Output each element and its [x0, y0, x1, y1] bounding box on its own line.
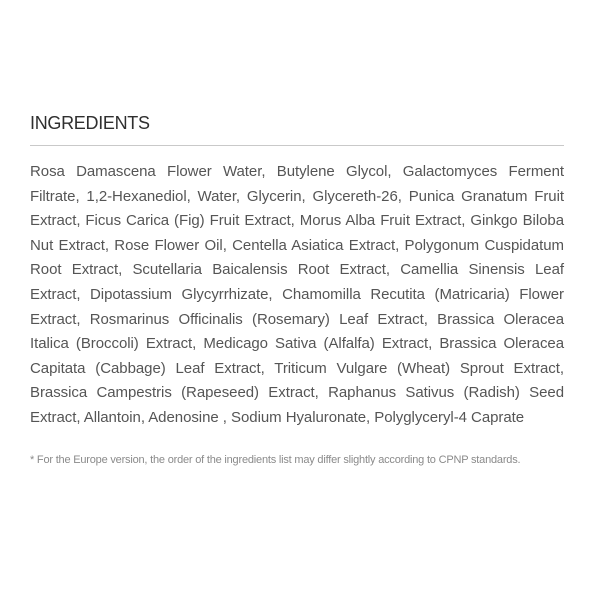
section-title: INGREDIENTS	[30, 113, 150, 133]
footnote: * For the Europe version, the order of the ingredients list may differ slightly according to CPNP standards.	[30, 454, 521, 466]
ingredients-list: Rosa Damascena Flower Water, Butylene Glycol, Galactomyces Ferment Filtrate, 1,2-Hexanediol, Water, Glycerin, Glycereth-26, Punica Granatum Fruit Extract, Ficus Carica (Fig) Fruit Extract, Morus Alba Fruit Extract, Ginkgo Biloba Nut Extract, Rose Flower Oil, Centella Asiatica Extract, Polygonum Cuspidatum Root Extract, Scutellaria Baicalensis Root Extract, Camellia Sinensis Leaf Extract, Dipotassium Glycyrrhizate, Chamomilla Recutita (Matricaria) Flower Extract, Rosmarinus Officinalis (Rosemary) Leaf Extract, Brassica Oleracea Italica (Broccoli) Extract, Medicago Sativa (Alfalfa) Extract, Brassica Oleracea Capitata (Cabbage) Leaf Extract, Triticum Vulgare (Wheat) Sprout Extract, Brassica Campestris (Rapeseed) Extract, Raphanus Sativus (Radish) Seed Extract, Allantoin, Adenosine , Sodium Hyaluronate, Polyglyceryl-4 Caprate	[30, 163, 564, 426]
title-divider	[30, 145, 564, 146]
